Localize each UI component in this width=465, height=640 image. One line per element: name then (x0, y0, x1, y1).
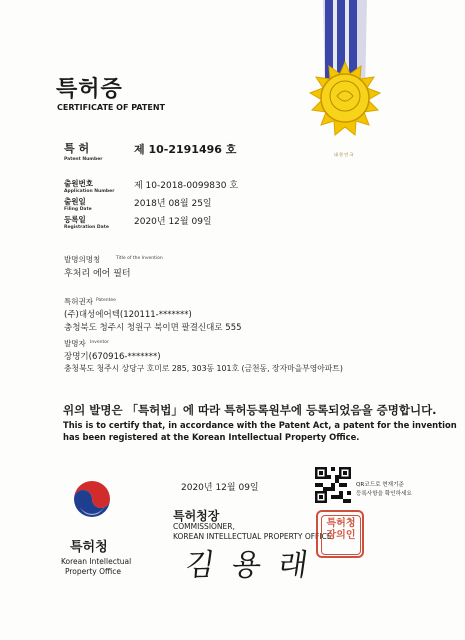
page-title: 특허증 (56, 77, 123, 102)
patentee-address: 충청북도 청주시 청원구 북이면 팔결신대로 555 (64, 323, 242, 333)
qr-code-icon (315, 467, 351, 503)
certification-statement-ko: 위의 발명은 「특허법」에 따라 특허등록원부에 등록되었음을 증명합니다. (63, 403, 437, 417)
patentee-name: (주)대성에어텍(120111-*******) (64, 310, 192, 320)
invention-label: 발명의명칭 (64, 255, 101, 264)
filing-date-label: 출원일 (64, 197, 86, 206)
certification-statement-en-2: has been registered at the Korean Intellectual Property Office. (63, 432, 360, 442)
inventor-label: 발명자 (64, 339, 86, 348)
gold-medal-icon (285, 0, 405, 175)
office-name-en-2: Property Office (64, 567, 121, 576)
patent-number-label-en: Patent Number (64, 157, 103, 162)
certification-statement-en-1: This is to certify that, in accordance with the Patent Act, a patent for the invention (63, 420, 457, 430)
patentee-label-en: Patentee (96, 298, 116, 303)
inventor-label-en: Inventor (90, 340, 109, 345)
official-seal (316, 510, 364, 558)
application-number-label: 출원번호 (64, 179, 93, 188)
commissioner-title-en-1: COMMISSIONER, (173, 522, 235, 531)
filing-date-value: 2018년 08월 25일 (134, 199, 212, 209)
invention-value: 후처리 에어 필터 (64, 269, 131, 279)
patentee-label: 특허권자 (64, 297, 93, 306)
patent-number-label: 특 허 (64, 142, 90, 155)
issue-date: 2020년 12월 09일 (181, 483, 259, 493)
inventor-name: 장명기(670916-*******) (64, 352, 161, 362)
page-subtitle: CERTIFICATE OF PATENT (57, 103, 165, 112)
invention-label-en: Title of the Invention (116, 256, 163, 261)
registration-date-value: 2020년 12월 09일 (134, 217, 212, 227)
commissioner-signature: 김 용 래 (183, 548, 314, 583)
application-number-value: 제 10-2018-0099830 호 (134, 181, 239, 191)
qr-caption-line2: 등록사항을 확인하세요 (356, 491, 412, 497)
inventor-address: 충청북도 청주시 상당구 호미로 285, 303동 101호 (금천동, 장자마을부영아파트) (64, 364, 343, 373)
patent-number-value: 제 10-2191496 호 (134, 143, 237, 156)
medal-text: 대 한 민 국 (334, 152, 354, 157)
office-name-en-1: Korean Intellectual (61, 557, 132, 566)
qr-caption-line1: QR코드로 현재기준 (356, 482, 404, 488)
filing-date-label-en: Filing Date (64, 207, 92, 212)
commissioner-title-ko: 특허청장 (173, 509, 220, 523)
application-number-label-en: Application Number (64, 189, 115, 194)
office-name-ko: 특허청 (70, 540, 108, 555)
registration-date-label-en: Registration Date (64, 225, 109, 230)
kipo-emblem-icon (70, 477, 114, 521)
seal-text: 특허청장의인 (326, 518, 356, 541)
registration-date-label: 등록일 (64, 215, 86, 224)
commissioner-title-en-2: KOREAN INTELLECTUAL PROPERTY OFFICE (173, 532, 332, 541)
